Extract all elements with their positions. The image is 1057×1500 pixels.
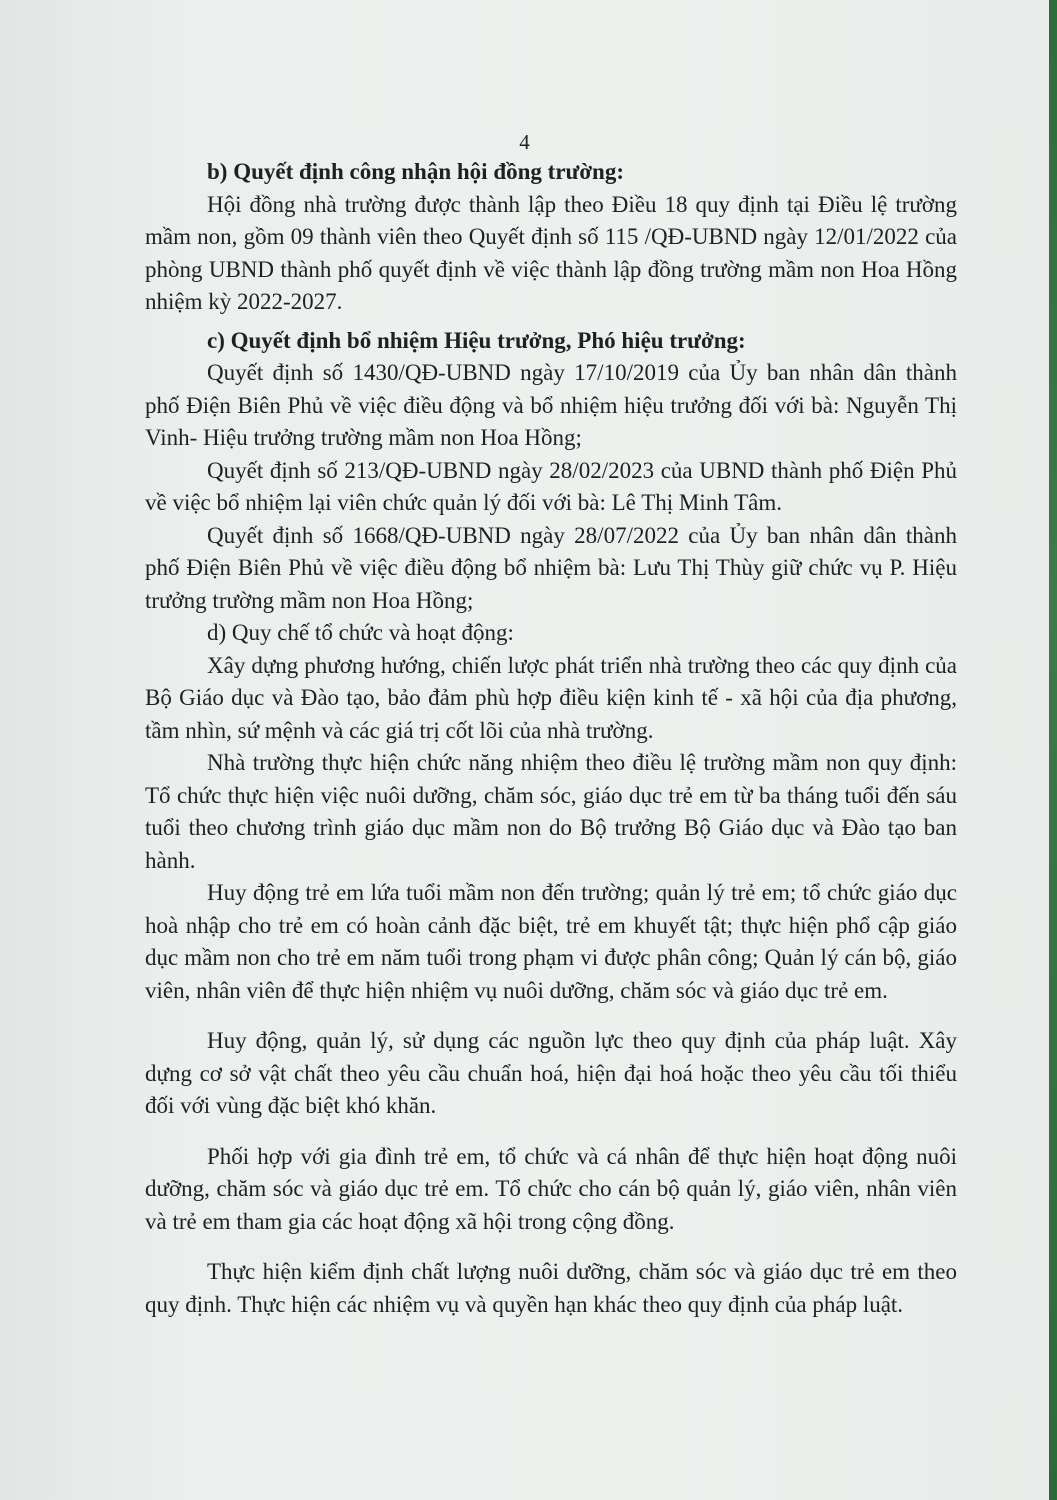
section-b-paragraph: Hội đồng nhà trường được thành lập theo Điều 18 quy định tại Điều lệ trường mầm non, gồm 09 thành viên theo Quyết định số 115 /QĐ-UBND ngày 12/01/2022 của phòng UBND thành phố quyết định về việc thành lập đồng trường mầm non Hoa Hồng nhiệm kỳ 2022-2027. bbox=[145, 191, 957, 314]
section-d-paragraph: Nhà trường thực hiện chức năng nhiệm theo điều lệ trường mầm non quy định: Tổ chức thực hiện việc nuôi dưỡng, chăm sóc, giáo dục trẻ em từ ba tháng tuổi đến sáu tuổi theo chương trình giáo dục mầm non do Bộ trưởng Bộ Giáo dục và Đào tạo ban hành. bbox=[145, 750, 957, 873]
binding-edge bbox=[1049, 0, 1057, 1500]
section-d-paragraph: Huy động trẻ em lứa tuổi mầm non đến trường; quản lý trẻ em; tổ chức giáo dục hoà nhập cho trẻ em có hoàn cảnh đặc biệt, trẻ em khuyết tật; thực hiện phổ cập giáo dục mầm non cho trẻ em năm tuổi trong phạm vi được phân công; Quản lý cán bộ, giáo viên, nhân viên để thực hiện nhiệm vụ nuôi dưỡng, chăm sóc và giáo dục trẻ em. bbox=[145, 880, 957, 1003]
section-d-paragraph: Thực hiện kiểm định chất lượng nuôi dưỡng, chăm sóc và giáo dục trẻ em theo quy định. Thực hiện các nhiệm vụ và quyền hạn khác theo quy định của pháp luật. bbox=[145, 1259, 957, 1317]
document-body bbox=[145, 156, 957, 1321]
section-c-paragraph: Quyết định số 213/QĐ-UBND ngày 28/02/2023 của UBND thành phố Điện Phủ về việc bổ nhiệm lại viên chức quản lý đối với bà: Lê Thị Minh Tâm. bbox=[145, 457, 957, 515]
page-number: 4 bbox=[519, 130, 530, 154]
section-d-paragraph: Huy động, quản lý, sử dụng các nguồn lực theo quy định của pháp luật. Xây dựng cơ sở vật chất theo yêu cầu chuẩn hoá, hiện đại hoá hoặc theo yêu cầu tối thiểu đối với vùng đặc biệt khó khăn. bbox=[145, 1028, 957, 1118]
section-c-paragraph: Quyết định số 1668/QĐ-UBND ngày 28/07/2022 của Ủy ban nhân dân thành phố Điện Biên Phủ về việc điều động bổ nhiệm bà: Lưu Thị Thùy giữ chức vụ P. Hiệu trưởng trường mầm non Hoa Hồng; bbox=[145, 522, 957, 613]
section-b-heading: b) Quyết định công nhận hội đồng trường: bbox=[207, 159, 625, 184]
section-d-paragraph: Phối hợp với gia đình trẻ em, tổ chức và cá nhân để thực hiện hoạt động nuôi dưỡng, chăm sóc và giáo dục trẻ em. Tổ chức cho cán bộ quản lý, giáo viên, nhân viên và trẻ em tham gia các hoạt động xã hội trong cộng đồng. bbox=[145, 1143, 957, 1234]
section-d-paragraph: Xây dựng phương hướng, chiến lược phát triển nhà trường theo các quy định của Bộ Giáo dục và Đào tạo, bảo đảm phù hợp điều kiện kinh tế - xã hội của địa phương, tầm nhìn, sứ mệnh và các giá trị cốt lõi của nhà trường. bbox=[145, 652, 957, 743]
section-d-heading: d) Quy chế tổ chức và hoạt động: bbox=[207, 620, 514, 645]
section-c-paragraph: Quyết định số 1430/QĐ-UBND ngày 17/10/2019 của Ủy ban nhân dân thành phố Điện Biên Phủ về việc điều động và bổ nhiệm hiệu trưởng đối với bà: Nguyễn Thị Vinh- Hiệu trưởng trường mầm non Hoa Hồng; bbox=[145, 360, 957, 450]
section-c-heading: c) Quyết định bổ nhiệm Hiệu trưởng, Phó hiệu trưởng: bbox=[207, 327, 746, 353]
